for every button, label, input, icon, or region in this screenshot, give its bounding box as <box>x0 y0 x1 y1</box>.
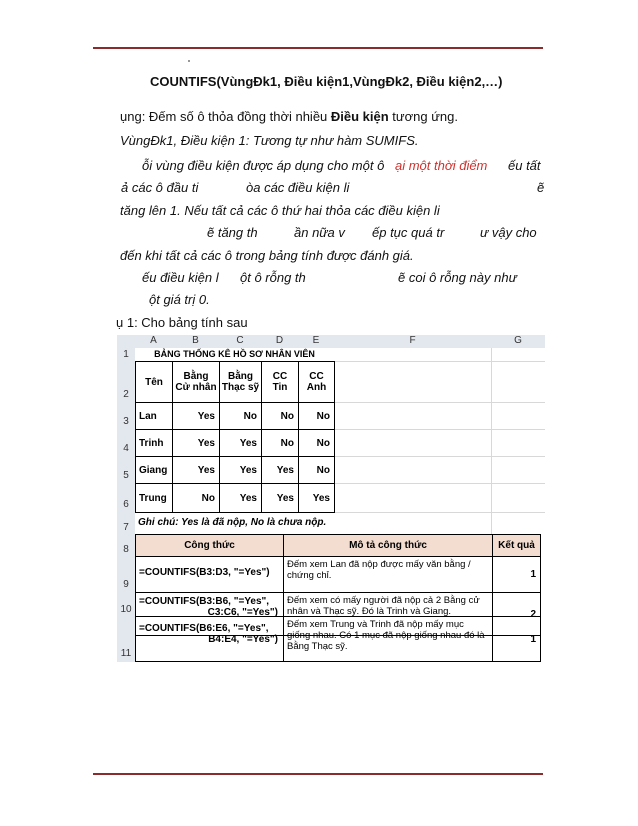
gridline <box>334 361 545 362</box>
text-line-6c: ếp tục quá tr <box>372 225 445 240</box>
row-header-2: 2 <box>117 361 135 402</box>
text-line-7: đến khi tất cả các ô trong bảng tính được đánh giá. <box>120 248 414 263</box>
gridline <box>334 483 545 484</box>
description-cell: Đếm xem có mấy người đã nộp cả 2 Bằng cử nhân và Thạc sỹ. Đó là Trinh và Giang. <box>283 592 493 636</box>
header-cc-anh-l1: CC <box>309 371 324 382</box>
col-header-b: B <box>172 335 219 348</box>
cell-value: No <box>298 429 335 457</box>
formula-heading: COUNTIFS(VùngĐk1, Điều kiện1,VùngĐk2, Điều kiện2,…) <box>150 74 503 89</box>
text-line-4c: ẽ <box>537 180 545 195</box>
text-line-6d: ư vậy cho <box>480 225 537 240</box>
row-header-7: 7 <box>117 512 135 534</box>
col-header-c: C <box>219 335 261 348</box>
header-bang-thac-sy-l1: Bằng <box>228 371 253 382</box>
col-header-e: E <box>298 335 334 348</box>
cell-name: Lan <box>135 402 173 430</box>
formula-header: Công thức <box>135 534 284 557</box>
formula-line-1: =COUNTIFS(B3:B6, "=Yes", <box>139 596 270 607</box>
bottom-divider <box>93 773 543 775</box>
cell-value: No <box>261 402 299 430</box>
line-1-part-a: ụng: Đếm số ô thỏa đồng thời nhiều <box>120 109 331 124</box>
text-line-1 <box>120 109 458 125</box>
speck <box>188 60 190 62</box>
corner-cell <box>117 335 135 348</box>
text-line-5: tăng lên 1. Nếu tất cả các ô thứ hai thỏa các điều kiện li <box>120 203 440 218</box>
text-line-6b: ần nữa v <box>294 225 345 240</box>
text-line-3b: ại một thời điểm <box>395 158 488 173</box>
top-divider <box>93 47 543 49</box>
result-cell: 1 <box>492 616 541 662</box>
header-bang-cu-nhan-l1: Bằng <box>183 371 209 382</box>
formula-cell <box>135 556 284 593</box>
header-cc-anh <box>298 361 335 403</box>
header-bang-cu-nhan-l2: Cử nhân <box>175 382 217 393</box>
gridline <box>334 456 545 457</box>
cell-value: No <box>172 483 220 513</box>
row-header-4: 4 <box>117 429 135 456</box>
text-line-6a: ẽ tăng th <box>207 225 258 240</box>
text-line-4a: ả các ô đầu ti <box>121 180 199 195</box>
cell-value: Yes <box>219 483 262 513</box>
col-header-f: F <box>334 335 491 348</box>
spreadsheet-screenshot <box>117 335 545 662</box>
cell-value: Yes <box>219 456 262 484</box>
cell-name: Giang <box>135 456 173 484</box>
row-header-5: 5 <box>117 456 135 483</box>
row-header-3: 3 <box>117 402 135 429</box>
cell-name: Trung <box>135 483 173 513</box>
formula-line-2: C3:C6, "=Yes") <box>207 607 278 618</box>
cell-name: Trinh <box>135 429 173 457</box>
row-header-9: 9 <box>117 556 135 592</box>
header-bang-cu-nhan <box>172 361 220 403</box>
line-1-part-c: tương ứng. <box>388 109 458 124</box>
header-cc-tin-l1: CC <box>272 371 288 382</box>
text-line-3c: ếu tất <box>508 158 541 173</box>
header-ten: Tên <box>135 361 173 403</box>
gridline <box>334 512 545 513</box>
description-header: Mô tả công thức <box>283 534 493 557</box>
cell-value: Yes <box>172 402 220 430</box>
cell-value: Yes <box>172 456 220 484</box>
result-cell: 2 <box>492 592 541 636</box>
row-header-11: 11 <box>117 616 135 662</box>
header-bang-thac-sy <box>219 361 262 403</box>
formula-line-1: =COUNTIFS(B6:E6, "=Yes", <box>139 623 269 634</box>
text-line-4b: òa các điều kiện li <box>246 180 350 195</box>
text-line-2: VùngĐk1, Điều kiện 1: Tương tự như hàm SUMIFS. <box>120 133 419 148</box>
cell-value: No <box>261 429 299 457</box>
cell-value: No <box>298 402 335 430</box>
text-line-10: ụ 1: Cho bảng tính sau <box>116 315 248 330</box>
table-title: BẢNG THỐNG KÊ HỒ SƠ NHÂN VIÊN <box>154 349 315 359</box>
row-header-10: 10 <box>117 592 135 616</box>
description-cell: Đếm xem Trung và Trinh đã nộp mấy mục giống nhau. Có 1 mục đã nộp giống nhau đó là Bằng Thạc sỹ. <box>283 616 493 662</box>
header-cc-anh-l2: Anh <box>306 382 327 393</box>
row-header-6: 6 <box>117 483 135 512</box>
line-1-bold: Điều kiện <box>330 109 389 124</box>
cell-value: Yes <box>298 483 335 513</box>
formula-cell <box>135 616 284 662</box>
cell-value: Yes <box>172 429 220 457</box>
gridline <box>491 348 492 534</box>
formula-line-1: =COUNTIFS(B3:D3, "=Yes") <box>139 567 270 578</box>
text-line-8b: ột ô rỗng th <box>240 270 306 285</box>
row-header-8: 8 <box>117 534 135 556</box>
gridline <box>334 429 545 430</box>
text-line-8c: ẽ coi ô rỗng này như <box>398 270 517 285</box>
col-header-d: D <box>261 335 298 348</box>
result-cell: 1 <box>492 556 541 593</box>
result-header: Kết quả <box>492 534 541 557</box>
col-header-a: A <box>135 335 172 348</box>
header-cc-tin <box>261 361 299 403</box>
cell-value: No <box>298 456 335 484</box>
col-header-g: G <box>491 335 545 348</box>
text-line-9: ột giá trị 0. <box>149 292 210 307</box>
cell-value: Yes <box>261 483 299 513</box>
header-cc-tin-l2: Tin <box>272 382 288 393</box>
cell-value: No <box>219 402 262 430</box>
note-text: Ghi chú: Yes là đã nộp, No là chưa nộp. <box>138 517 327 528</box>
cell-value: Yes <box>219 429 262 457</box>
gridline <box>334 402 545 403</box>
formula-line-2: B4:E4, "=Yes") <box>208 634 278 645</box>
header-bang-thac-sy-l2: Thạc sỹ <box>221 382 260 393</box>
text-line-3a: ỗi vùng điều kiện được áp dụng cho một ô <box>142 158 385 173</box>
cell-value: Yes <box>261 456 299 484</box>
text-line-8a: ếu điều kiện l <box>142 270 219 285</box>
description-cell: Đếm xem Lan đã nộp được mấy văn bằng / chứng chỉ. <box>283 556 493 593</box>
row-header-1: 1 <box>117 348 135 361</box>
